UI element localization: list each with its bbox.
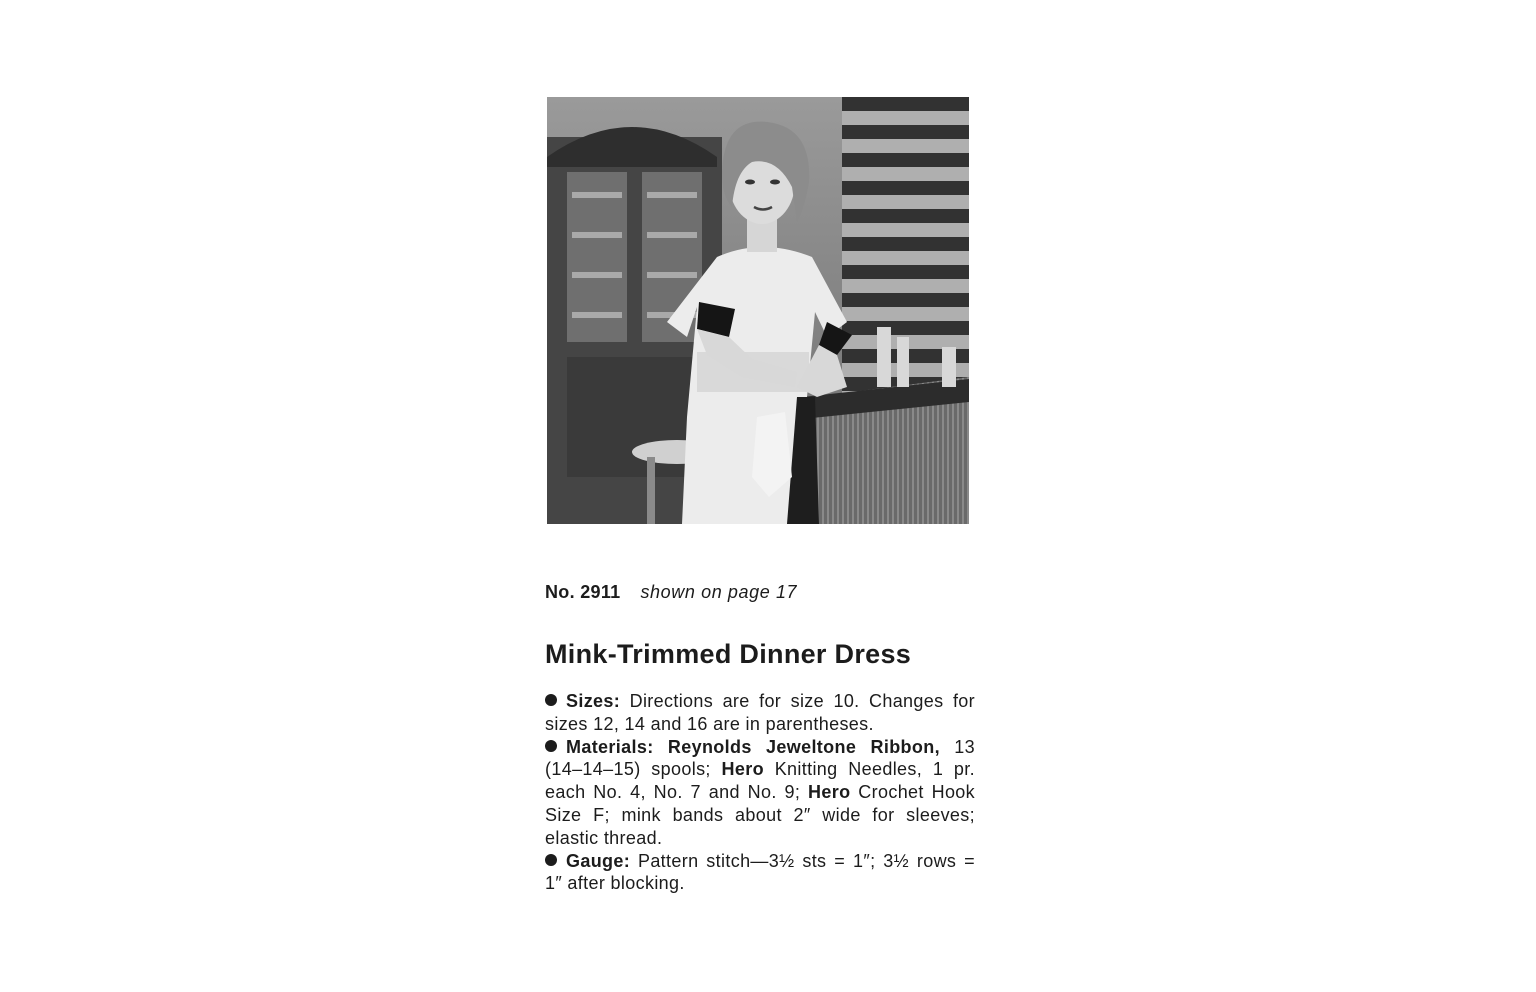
materials-needles: Knitting Needles, 1 pr. each No. 4, No. 7 and No. 9;: [545, 759, 975, 803]
gauge-label: Gauge:: [566, 850, 631, 871]
pattern-description: [545, 578, 975, 895]
pattern-number-line: [545, 578, 975, 606]
pattern-title: Mink-Trimmed Dinner Dress: [545, 639, 912, 669]
materials-hook: Crochet Hook Size F; mink bands about 2″ wide for sleeves; elastic thread.: [545, 782, 976, 848]
pattern-photo: [547, 97, 969, 524]
sizes-paragraph: [545, 690, 975, 736]
bullet-icon: [545, 694, 557, 706]
materials-brand-hero-hook: Hero: [808, 782, 851, 803]
bullet-icon: [545, 854, 557, 866]
gauge-text: Pattern stitch—3½ sts = 1″; 3½ rows = 1″ after blocking.: [545, 850, 975, 894]
sizes-text: Directions are for size 10. Changes for sizes 12, 14 and 16 are in parentheses.: [545, 691, 976, 734]
gauge-paragraph: [545, 850, 975, 896]
shown-on-page: shown on page 17: [640, 582, 798, 602]
pattern-number: No. 2911: [545, 582, 621, 602]
bullet-icon: [545, 740, 557, 752]
woman-at-bar-photo-icon: [547, 97, 969, 524]
materials-paragraph: [545, 736, 975, 850]
materials-label: Materials:: [566, 736, 654, 757]
materials-brand-hero-needles: Hero: [721, 759, 764, 780]
sizes-label: Sizes:: [566, 691, 621, 711]
materials-spools: 13 (14–14–15) spools;: [545, 736, 975, 780]
materials-brand-ribbon: Reynolds Jeweltone Ribbon,: [667, 736, 940, 757]
